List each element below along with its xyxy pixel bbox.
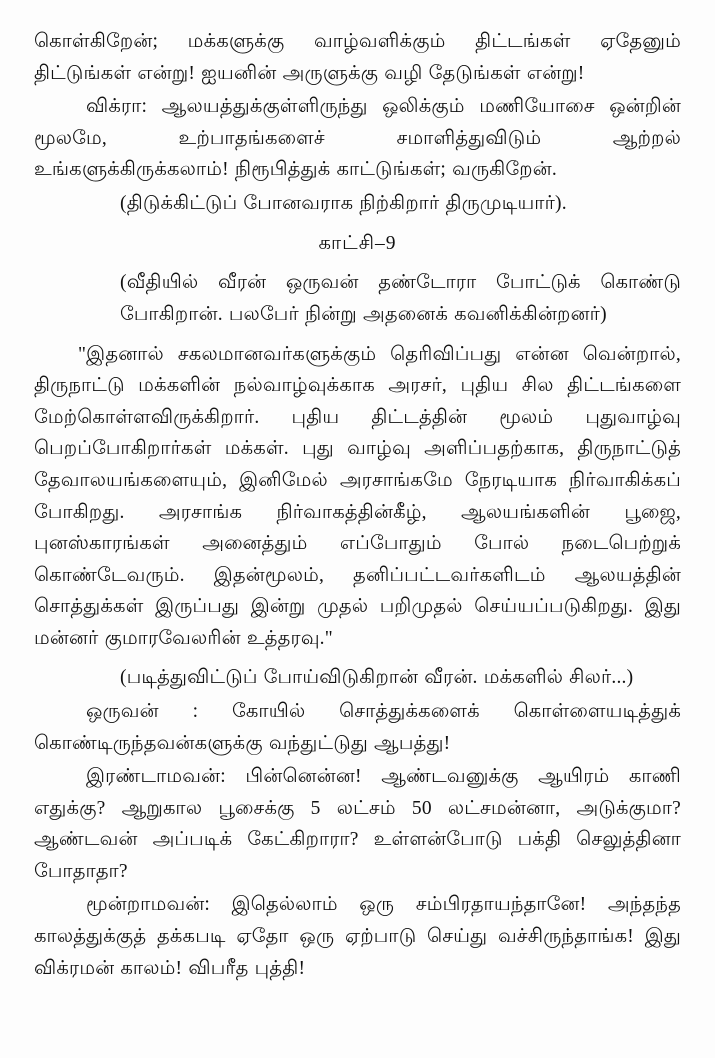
proclamation-text: "இதனால் சகலமானவர்களுக்கும் தெரிவிப்பது என்ன வென்றால், திருநாட்டு மக்களின் நல்வாழ்வுக்காக அரசர், புதிய சில திட்டங்களை மேற்கொள்ளவிருக்கிறார். புதிய திட்டத்தின் மூலம் புதுவாழ்வு பெறப்போகிறார்கள் மக்கள். புது வாழ்வு அளிப்பதற்காக, திருநாட்டுத் தேவாலயங்களையும், இனிமேல் அரசாங்கமே நேரடியாக நிர்வாகிக்கப் போகிறது. அரசாங்க நிர்வாகத்தின்கீழ், ஆலயங்களின் பூஜை, புனஸ்காரங்கள் அனைத்தும் எப்போதும் போல் நடைபெற்றுக் கொண்டேவரும். இதன்மூலம், தனிப்பட்டவர்களிடம் ஆலயத்தின் சொத்துக்கள் இருப்பது இன்று முதல் பறிமுதல் செய்யப்படுகிறது. இது மன்னர் குமாரவேலரின் உத்தரவு." [34,343,681,649]
stage-direction-thirumudiyar: (திடுக்கிட்டுப் போனவராக நிற்கிறார் திருமுடியார்). [120,192,567,214]
stage-direction-exit: (படித்துவிட்டுப் போய்விடுகிறான் வீரன். மக்களில் சிலர்...) [120,667,634,689]
scene-heading: காட்சி–9 [318,233,397,255]
stage-direction-street: (வீதியில் வீரன் ஒருவன் தண்டோரா போட்டுக் கொண்டு போகிறான். பலபேர் நின்று அதனைக் கவனிக்கின்றனர்) [120,272,681,326]
dialogue-oruvan: ஒருவன் : கோயில் சொத்துக்களைக் கொள்ளையடித்துக் கொண்டிருந்தவன்களுக்கு வந்துட்டுது ஆபத்து! [34,700,681,754]
dialogue-irandamavan: இரண்டாமவன்: பின்னென்ன! ஆண்டவனுக்கு ஆயிரம் காணி எதுக்கு? ஆறுகால பூசைக்கு 5 லட்சம் 50 லட்சமன்னா, அடுக்குமா? ஆண்டவன் அப்படிக் கேட்கிறாரா? உள்ளன்போடு பக்தி செலுத்தினா போதாதா? [34,766,681,882]
dialogue-moondramavan: மூன்றாமவன்: இதெல்லாம் ஒரு சம்பிரதாயந்தானே! அந்தந்த காலத்துக்குத் தக்கபடி ஏதோ ஒரு ஏற்பாடு செய்து வச்சிருந்தாங்க! இது விக்ரமன் காலம்! விபரீத புத்தி! [34,894,681,979]
dialogue-vikra: விக்ரா: ஆலயத்துக்குள்ளிருந்து ஒலிக்கும் மணியோசை ஒன்றின் மூலமே, உற்பாதங்களைச் சமாளித்துவிடும் ஆற்றல் உங்களுக்கிருக்கலாம்! நிரூபித்துக் காட்டுங்கள்; வருகிறேன். [34,96,681,181]
paragraph-continued: கொள்கிறேன்; மக்களுக்கு வாழ்வளிக்கும் திட்டங்கள் ஏதேனும் திட்டுங்கள் என்று! ஐயனின் அருளுக்கு வழி தேடுங்கள் என்று! [34,31,681,84]
